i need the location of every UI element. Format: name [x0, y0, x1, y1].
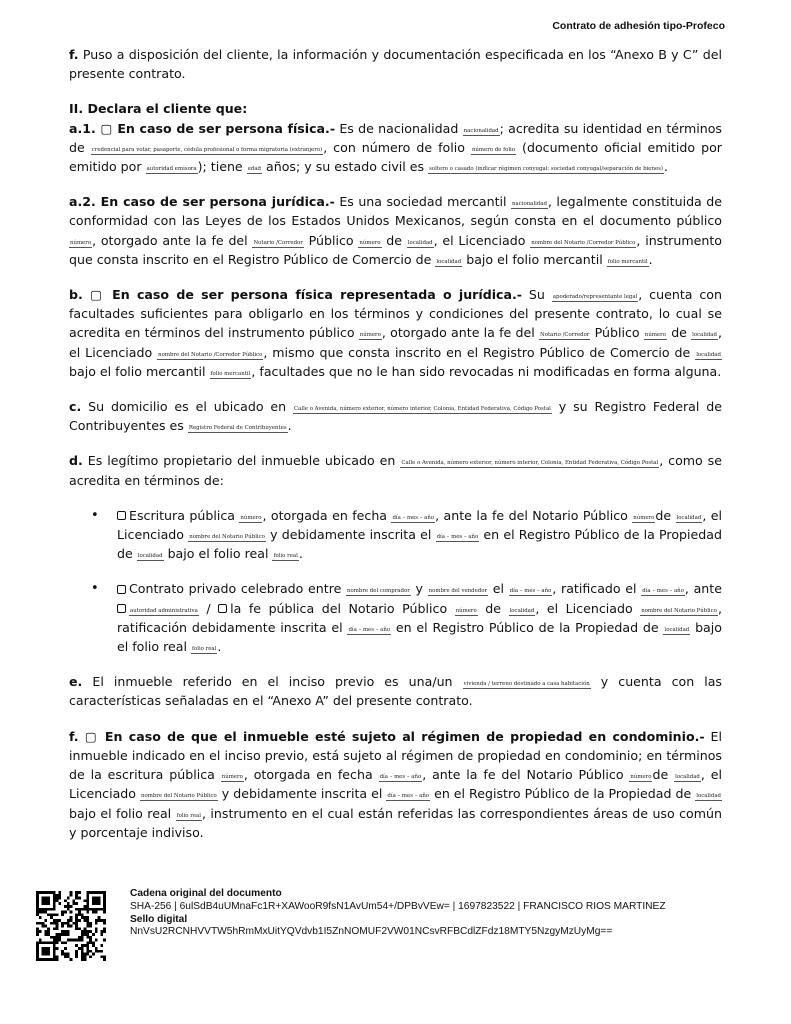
fill-field[interactable]: autoridad emisora: [146, 166, 197, 173]
fill-field[interactable]: número: [644, 332, 666, 339]
clause-e: e. El inmueble referido en el inciso previo es una/un vivienda / terreno destinado a casa habitación y cuenta con las características señaladas en el “Anexo A” del presente contrato.: [69, 674, 722, 709]
fill-field[interactable]: localidad: [692, 332, 717, 339]
checkbox[interactable]: [117, 511, 126, 520]
fill-field[interactable]: nacionalidad: [463, 127, 499, 134]
fill-field[interactable]: apoderado/representante legal: [552, 294, 638, 301]
clause-heading: a.2. En caso de ser persona jurídica.-: [69, 194, 335, 210]
fill-field[interactable]: folio real: [176, 812, 201, 819]
clause-f-provider: [69, 45, 722, 83]
signature-footer: [36, 888, 756, 968]
clause-letter: d.: [69, 453, 83, 469]
fill-field[interactable]: nombre del Notario /Corredor Público: [531, 239, 636, 246]
clause-a1: a.1. ▢ En caso de ser persona física.- Es de nacionalidad nacionalidad; acredita su identidad en términos de credencial para votar, pasaporte, cédula profesional o forma migratoria (extranjero), con número de folio número de folio (documento oficial emitido por emitido por autoridad emisora); tiene edad años; y su estado civil es soltero o casado (indicar régimen conyugal: sociedad conyugal/separación de bienes).: [69, 120, 722, 175]
fill-field[interactable]: día – mes – año: [387, 793, 430, 800]
fill-field[interactable]: localidad: [676, 514, 702, 521]
checkbox[interactable]: [117, 604, 126, 613]
fill-field[interactable]: localidad: [137, 553, 163, 560]
fill-field[interactable]: Calle o Avenida, número exterior, número interior, Colonia, Entidad Federativa, Código Postal: [401, 460, 659, 467]
list-item: • Escritura pública número, otorgada en fecha día – mes – año, ante la fe del Notario Público númerode localidad, el Licenciado nombre del Notario Público y debidamente inscrita el día – mes – año en el Registro Público de la Propiedad de localidad bajo el folio real folio real.: [117, 506, 722, 564]
fill-field[interactable]: Registro Federal de Contribuyentes: [188, 425, 287, 432]
fill-field[interactable]: día – mes – año: [392, 514, 435, 521]
clause-b: b. ▢ En caso de ser persona física representada o jurídica.- Su apoderado/representante legal, cuenta con facultades suficientes para obligarlo en los términos y condiciones del presente contrato, lo cual se acredita en términos del instrumento público número, otorgado ante la fe del Notario /Corredor Público número de localidad, el Licenciado nombre del Notario /Corredor Público, mismo que consta inscrito en el Registro Público de Comercio de localidad bajo el folio mercantil folio mercantil, facultades que no le han sido revocadas ni modificadas en forma alguna.: [69, 287, 722, 379]
fill-field[interactable]: Notario /Corredor: [253, 239, 303, 246]
fill-field[interactable]: autoridad administrativa: [130, 607, 198, 614]
fill-field[interactable]: localidad: [664, 626, 690, 633]
qr-code-icon: [36, 891, 106, 961]
fill-field[interactable]: Notario /Corredor: [540, 332, 590, 339]
fill-field[interactable]: localidad: [696, 351, 721, 358]
section-title: II. Declara el cliente que:: [69, 101, 248, 117]
fill-field[interactable]: localidad: [407, 239, 433, 246]
fill-field[interactable]: edad: [247, 166, 262, 173]
clause-letter: e.: [69, 674, 83, 690]
fill-field[interactable]: número: [221, 774, 243, 781]
fill-field[interactable]: vivienda / terreno destinado a casa habitación: [463, 681, 590, 688]
fill-field[interactable]: número de folio: [471, 146, 516, 153]
fill-field[interactable]: nombre del Notario /Corredor Público: [158, 351, 263, 358]
fill-field[interactable]: día – mes – año: [436, 534, 479, 541]
fill-field[interactable]: localidad: [436, 258, 462, 265]
list-item: • Contrato privado celebrado entre nombre del comprador y nombre del vendedor el día – mes – año, ratificado el día – mes – año, ante autoridad administrativa / la fe pública del Notario Público número de localidad, el Licenciado nombre del Notario Público, ratificación debidamente inscrita el día – mes – año en el Registro Público de la Propiedad de localidad bajo el folio real folio real.: [117, 579, 722, 656]
fill-field[interactable]: folio mercantil: [210, 370, 251, 377]
fill-field[interactable]: número: [633, 514, 655, 521]
fill-field[interactable]: nombre del comprador: [347, 588, 410, 595]
fill-field[interactable]: soltero o casado (indicar régimen conyugal: sociedad conyugal/separación de bienes): [429, 166, 664, 173]
fill-field[interactable]: nombre del Notario Público: [189, 534, 265, 541]
clause-text: Puso a disposición del cliente, la información y documentación especificada en los “Anexo B y C” del presente contrato.: [69, 47, 722, 82]
contract-body: [69, 45, 722, 858]
clause-letter: f.: [69, 47, 79, 62]
fill-field[interactable]: Calle o Avenida, número exterior, número interior, Colonia, Entidad Federativa, Código Postal: [294, 406, 551, 413]
fill-field[interactable]: localidad: [696, 793, 722, 800]
fill-field[interactable]: número: [455, 607, 477, 614]
fill-field[interactable]: nombre del Notario Público: [141, 793, 217, 800]
clause-a2: a.2. En caso de ser persona jurídica.- Es una sociedad mercantil nacionalidad, legalmente constituida de conformidad con las Leyes de los Estados Unidos Mexicanos, según consta en el documento público número, otorgado ante la fe del Notario /Corredor Público número de localidad, el Licenciado nombre del Notario /Corredor Público, instrumento que consta inscrito en el Registro Público de Comercio de localidad bajo el folio mercantil folio mercantil.: [69, 194, 722, 267]
fill-field[interactable]: folio real: [273, 553, 298, 560]
fill-field[interactable]: número: [70, 239, 92, 246]
sello-value: NnVsU2RCNHVVTW5hRmMxUitYQVdvb1I5ZnNOMUF2VW01NCsvRFBCdlZFdz18MTY5NzgyMzUyMg==: [130, 926, 613, 938]
fill-field[interactable]: folio real: [191, 646, 217, 653]
page-header: Contrato de adhesión tipo-Profeco: [552, 20, 725, 32]
sello-label: Sello digital: [130, 913, 188, 925]
clause-heading: f. ▢ En caso de que el inmueble esté sujeto al régimen de propiedad en condominio.-: [69, 728, 705, 744]
fill-field[interactable]: número: [630, 774, 652, 781]
fill-field[interactable]: nacionalidad: [512, 201, 547, 208]
digital-signature-block: [130, 888, 666, 939]
clause-c: c. Su domicilio es el ubicado en Calle o Avenida, número exterior, número interior, Colonia, Entidad Federativa, Código Postal y su Registro Federal de Contribuyentes es Registro Federal de Contribuyentes.: [69, 399, 722, 434]
fill-field[interactable]: nombre del vendedor: [428, 588, 488, 595]
fill-field[interactable]: folio mercantil: [607, 258, 648, 265]
fill-field[interactable]: localidad: [675, 774, 700, 781]
fill-field[interactable]: día – mes – año: [348, 626, 391, 633]
fill-field[interactable]: localidad: [509, 607, 535, 614]
fill-field[interactable]: número: [359, 239, 381, 246]
fill-field[interactable]: credencial para votar, pasaporte, cédula profesional o forma migratoria (extranjero): [91, 146, 323, 153]
fill-field[interactable]: número: [240, 514, 262, 521]
clause-letter: c.: [69, 399, 82, 415]
clause-heading: a.1. ▢ En caso de ser persona física.-: [69, 120, 336, 136]
cadena-value: SHA-256 | 6ulSdB4uUMnaFc1R+XAWooR9fsN1AvUm54+/DPBvVEw= | 1697823522 | FRANCISCO RIOS MARTINEZ: [130, 900, 666, 912]
fill-field[interactable]: número: [359, 332, 381, 339]
clause-f-condominium: f. ▢ En caso de que el inmueble esté sujeto al régimen de propiedad en condominio.- El inmueble indicado en el inciso previo, está sujeto al régimen de propiedad en condominio; en términos de la escritura pública número, otorgada en fecha día – mes – año, ante la fe del Notario Público númerode localidad, el Licenciado nombre del Notario Público y debidamente inscrita el día – mes – año en el Registro Público de la Propiedad de localidad bajo el folio real folio real, instrumento en el cual están referidas las correspondientes áreas de uso común y porcentaje indiviso.: [69, 728, 723, 840]
fill-field[interactable]: nombre del Notario Público: [641, 607, 717, 614]
fill-field[interactable]: día – mes – año: [642, 588, 684, 595]
ownership-options: [69, 506, 722, 656]
fill-field[interactable]: día – mes – año: [509, 588, 552, 595]
cadena-label: Cadena original del documento: [130, 888, 282, 899]
checkbox[interactable]: [218, 604, 227, 613]
qr-modules: [36, 891, 106, 961]
fill-field[interactable]: día – mes – año: [379, 774, 422, 781]
clause-heading: b. ▢ En caso de ser persona física representada o jurídica.-: [69, 287, 523, 303]
checkbox[interactable]: [117, 585, 126, 594]
clause-d: d. Es legítimo propietario del inmueble ubicado en Calle o Avenida, número exterior, número interior, Colonia, Entidad Federativa, Código Postal, como se acredita en términos de:: [69, 453, 722, 488]
